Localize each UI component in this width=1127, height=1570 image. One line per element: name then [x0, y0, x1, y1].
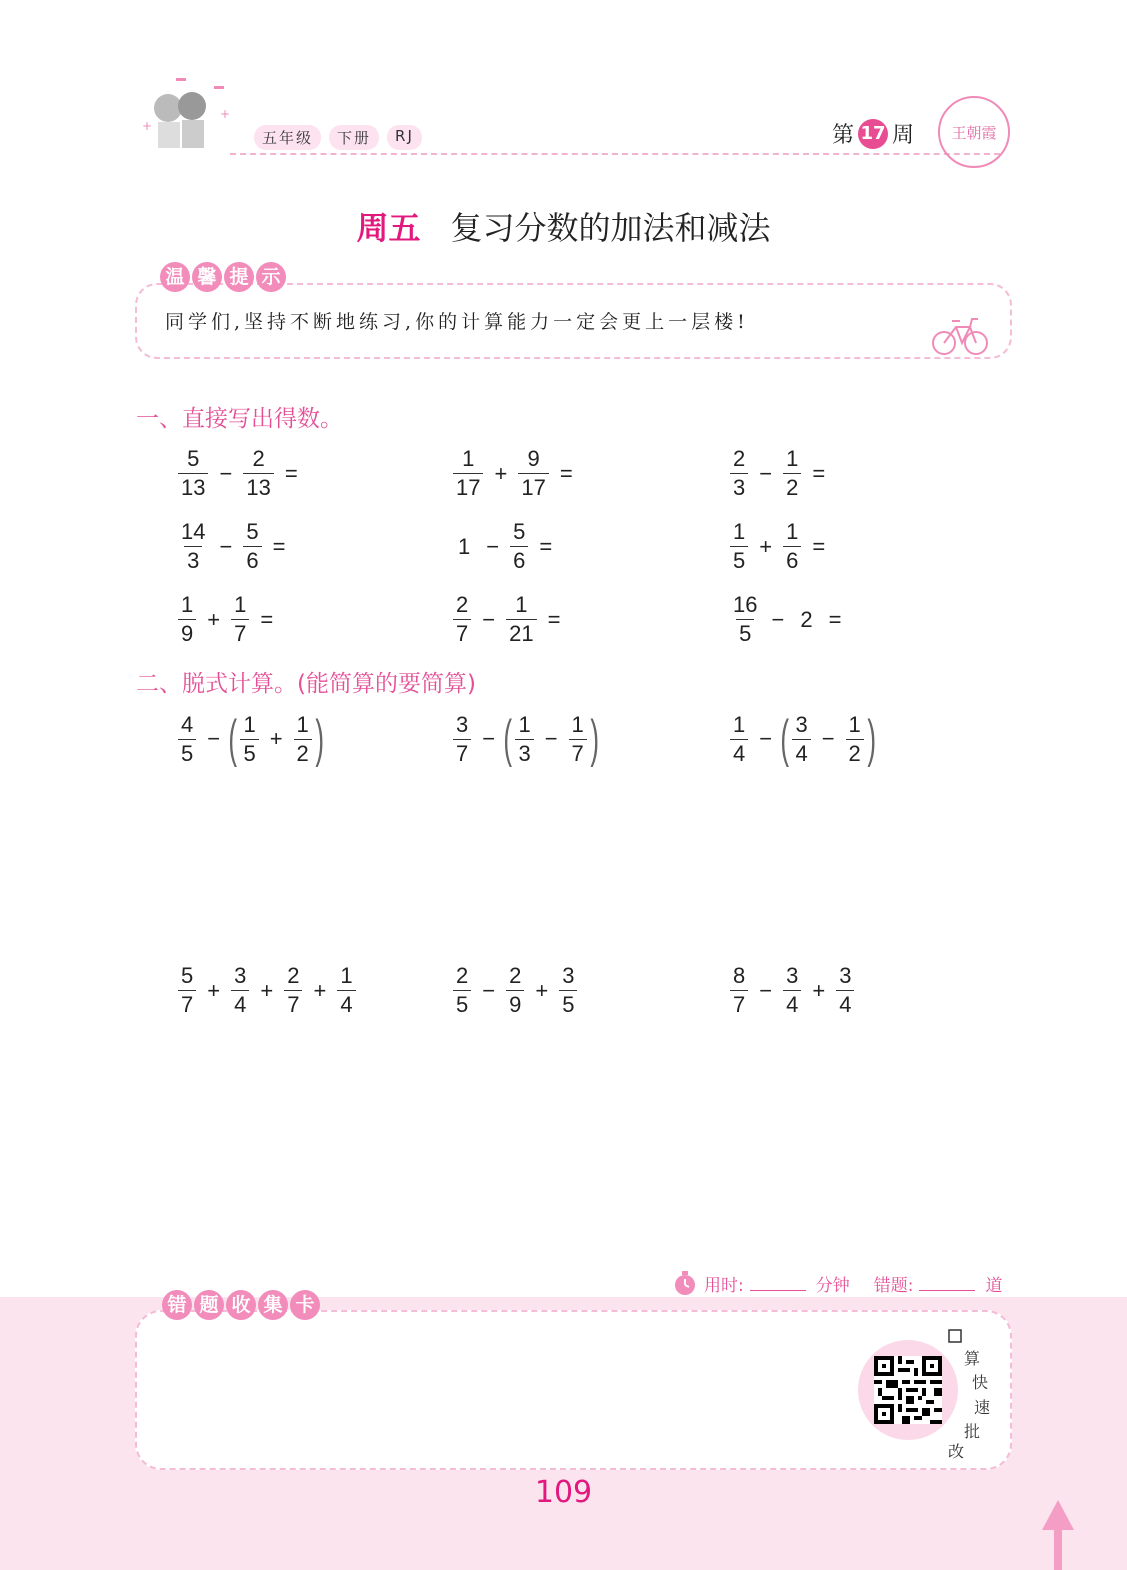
denominator: 4 — [730, 739, 748, 765]
seal-text: 王朝霞 — [951, 123, 997, 142]
denominator: 4 — [836, 990, 854, 1016]
step-calc-expression — [175, 965, 359, 1016]
denominator: 4 — [792, 739, 810, 765]
denominator: 5 — [178, 739, 196, 765]
operator: − — [759, 460, 773, 486]
qr-side-char: 快 — [972, 1373, 989, 1392]
integer: 1 — [458, 533, 471, 559]
page-title — [0, 203, 1127, 249]
numerator: 14 — [181, 519, 206, 544]
author-seal — [938, 96, 1010, 168]
fraction — [730, 521, 748, 572]
denominator: 5 — [559, 990, 577, 1016]
step-calc-expression — [727, 710, 876, 768]
numerator: 2 — [456, 963, 469, 988]
checkbox-icon — [948, 1329, 962, 1343]
operator: − — [219, 460, 233, 486]
denominator: 6 — [243, 546, 261, 572]
fraction — [284, 965, 302, 1016]
fraction — [792, 711, 810, 766]
card-tag-char: 题 — [194, 1290, 224, 1320]
numerator: 2 — [509, 963, 522, 988]
header-divider — [230, 153, 1000, 155]
denominator: 7 — [231, 619, 249, 645]
operator: = — [828, 606, 842, 632]
numerator: 5 — [513, 519, 526, 544]
operator: + — [313, 977, 327, 1003]
title-day: 周五 — [356, 209, 421, 247]
operator: + — [812, 977, 826, 1003]
numerator: 1 — [518, 711, 531, 737]
operator: − — [482, 977, 496, 1003]
card-tag-char: 集 — [258, 1290, 288, 1320]
tip-tag-char: 温 — [160, 262, 190, 292]
step-calc-expression — [450, 965, 580, 1016]
operator: − — [544, 726, 558, 751]
oral-calc-expression — [450, 448, 581, 499]
fraction — [836, 965, 854, 1016]
bicycle-icon — [930, 315, 990, 357]
oral-calc-expression — [175, 594, 281, 645]
numerator: 3 — [786, 963, 799, 988]
fraction — [510, 521, 528, 572]
fraction — [506, 594, 536, 645]
card-tag-char: 错 — [162, 1290, 192, 1320]
denominator: 7 — [284, 990, 302, 1016]
operator: + — [207, 977, 221, 1003]
numerator: 1 — [181, 592, 194, 617]
operator: + — [759, 533, 773, 559]
fraction — [730, 965, 748, 1016]
operator: = — [547, 606, 561, 632]
numerator: 8 — [733, 963, 746, 988]
operator: = — [559, 460, 573, 486]
numerator: 9 — [527, 446, 540, 471]
denominator: 5 — [730, 546, 748, 572]
denominator: 4 — [337, 990, 355, 1016]
step-calc-expression — [175, 710, 324, 768]
card-tag-char: 收 — [226, 1290, 256, 1320]
denominator: 3 — [184, 546, 202, 572]
tip-tag-char: 提 — [224, 262, 254, 292]
numerator: 3 — [234, 963, 247, 988]
denominator: 13 — [178, 473, 208, 499]
numerator: 1 — [733, 519, 746, 544]
denominator: 7 — [453, 619, 471, 645]
qr-side-char: 速 — [974, 1398, 991, 1417]
operator: − — [759, 726, 773, 751]
oral-calc-expression — [175, 448, 306, 499]
stopwatch-icon — [672, 1270, 698, 1296]
denominator: 2 — [846, 739, 864, 765]
denominator: 6 — [783, 546, 801, 572]
parenthesis: ) — [315, 710, 324, 768]
numerator: 1 — [786, 446, 799, 471]
operator: = — [539, 533, 553, 559]
operator: − — [821, 726, 835, 751]
fraction — [178, 965, 196, 1016]
grade-part: RJ — [387, 125, 422, 150]
week-label — [832, 118, 914, 149]
denominator: 21 — [506, 619, 536, 645]
parenthesis: ) — [867, 710, 876, 768]
kids-illustration — [140, 78, 232, 158]
numerator: 1 — [733, 711, 746, 737]
grade-label — [254, 125, 422, 150]
numerator: 1 — [462, 446, 475, 471]
fraction — [453, 965, 471, 1016]
time-label: 用时: — [704, 1275, 744, 1296]
denominator: 5 — [453, 990, 471, 1016]
denominator: 3 — [515, 739, 533, 765]
qr-code-icon — [874, 1356, 942, 1424]
operator: = — [284, 460, 298, 486]
arrow-up-icon — [1040, 1500, 1076, 1570]
svg-text:+: + — [220, 107, 231, 121]
operator: − — [486, 533, 500, 559]
fraction — [453, 711, 471, 766]
operator: = — [812, 460, 826, 486]
page-number: 109 — [534, 1475, 593, 1510]
numerator: 16 — [733, 592, 758, 617]
denominator: 9 — [178, 619, 196, 645]
oral-calc-expression — [727, 448, 833, 499]
numerator: 3 — [456, 711, 469, 737]
denominator: 7 — [453, 739, 471, 765]
fraction — [337, 965, 355, 1016]
operator: − — [482, 726, 496, 751]
tip-tag-char: 馨 — [192, 262, 222, 292]
fraction — [231, 965, 249, 1016]
numerator: 5 — [246, 519, 259, 544]
fraction — [569, 711, 587, 766]
errors-blank[interactable] — [919, 1276, 975, 1291]
numerator: 2 — [287, 963, 300, 988]
operator: − — [771, 606, 785, 632]
fraction — [294, 711, 312, 766]
time-unit: 分钟 — [815, 1275, 850, 1296]
time-record — [672, 1270, 1002, 1296]
fraction — [178, 711, 196, 766]
fraction — [730, 594, 760, 645]
numerator: 3 — [839, 963, 852, 988]
numerator: 3 — [562, 963, 575, 988]
qr-side-char: 批 — [964, 1422, 981, 1441]
errors-label: 错题: — [873, 1275, 914, 1296]
denominator: 9 — [506, 990, 524, 1016]
numerator: 1 — [296, 711, 309, 737]
svg-text:+: + — [142, 119, 153, 133]
oral-calc-expression — [727, 594, 849, 645]
operator: − — [219, 533, 233, 559]
denominator: 6 — [510, 546, 528, 572]
qr-side-char: 改 — [948, 1442, 965, 1461]
fraction — [559, 965, 577, 1016]
operator: + — [535, 977, 549, 1003]
denominator: 3 — [730, 473, 748, 499]
denominator: 4 — [783, 990, 801, 1016]
fraction — [243, 521, 261, 572]
fraction — [178, 448, 208, 499]
card-tag-char: 卡 — [290, 1290, 320, 1320]
denominator: 4 — [231, 990, 249, 1016]
operator: − — [759, 977, 773, 1003]
oral-calc-expression — [450, 521, 560, 572]
fraction — [518, 448, 548, 499]
week-suffix: 周 — [892, 123, 915, 148]
tip-tag-char: 示 — [256, 262, 286, 292]
parenthesis: ( — [503, 710, 513, 768]
grade-part: 下册 — [329, 125, 379, 150]
numerator: 1 — [848, 711, 861, 737]
operator: + — [207, 606, 221, 632]
fraction — [783, 521, 801, 572]
operator: + — [269, 726, 283, 751]
qr-code-wrapper[interactable] — [858, 1340, 958, 1440]
section2-heading: 二、脱式计算。(能简算的要简算) — [136, 671, 476, 697]
fraction — [178, 521, 208, 572]
qr-side-char: 算 — [964, 1349, 981, 1368]
numerator: 5 — [187, 446, 200, 471]
step-calc-expression — [727, 965, 857, 1016]
operator: + — [494, 460, 508, 486]
operator: = — [812, 533, 826, 559]
fraction — [453, 448, 483, 499]
numerator: 1 — [243, 711, 256, 737]
operator: = — [260, 606, 274, 632]
fraction — [453, 594, 471, 645]
denominator: 2 — [294, 739, 312, 765]
numerator: 1 — [571, 711, 584, 737]
parenthesis: ( — [228, 710, 238, 768]
week-number-badge: 17 — [858, 119, 888, 149]
step-calc-expression — [450, 710, 599, 768]
numerator: 2 — [252, 446, 265, 471]
numerator: 1 — [786, 519, 799, 544]
operator: − — [207, 726, 221, 751]
section1-heading: 一、直接写出得数。 — [136, 406, 343, 432]
fraction — [506, 965, 524, 1016]
denominator: 2 — [783, 473, 801, 499]
denominator: 5 — [240, 739, 258, 765]
grade-part: 五年级 — [254, 125, 321, 150]
numerator: 2 — [733, 446, 746, 471]
oral-calc-expression — [727, 521, 833, 572]
oral-calc-expression — [175, 521, 293, 572]
fraction — [846, 711, 864, 766]
fraction — [783, 448, 801, 499]
numerator: 1 — [340, 963, 353, 988]
fraction — [231, 594, 249, 645]
fraction — [783, 965, 801, 1016]
fraction — [178, 594, 196, 645]
operator: + — [260, 977, 274, 1003]
tip-tag — [160, 262, 286, 292]
denominator: 7 — [730, 990, 748, 1016]
denominator: 17 — [453, 473, 483, 499]
fraction — [730, 711, 748, 766]
denominator: 7 — [178, 990, 196, 1016]
denominator: 7 — [569, 739, 587, 765]
fraction — [240, 711, 258, 766]
tip-text: 同学们,坚持不断地练习,你的计算能力一定会更上一层楼! — [165, 311, 749, 333]
card-tag — [162, 1290, 320, 1320]
operator: − — [482, 606, 496, 632]
operator: = — [272, 533, 286, 559]
numerator: 2 — [456, 592, 469, 617]
numerator: 4 — [181, 711, 194, 737]
title-topic: 复习分数的加法和减法 — [450, 209, 771, 247]
denominator: 13 — [243, 473, 273, 499]
numerator: 3 — [795, 711, 808, 737]
denominator: 5 — [736, 619, 754, 645]
parenthesis: ( — [780, 710, 790, 768]
integer: 2 — [800, 606, 813, 632]
parenthesis: ) — [590, 710, 599, 768]
denominator: 17 — [518, 473, 548, 499]
numerator: 5 — [181, 963, 194, 988]
fraction — [515, 711, 533, 766]
fraction — [730, 448, 748, 499]
oral-calc-expression — [450, 594, 568, 645]
numerator: 1 — [234, 592, 247, 617]
numerator: 1 — [515, 592, 528, 617]
errors-unit: 道 — [985, 1275, 1003, 1296]
time-blank[interactable] — [750, 1276, 806, 1291]
fraction — [243, 448, 273, 499]
week-prefix: 第 — [832, 123, 855, 148]
